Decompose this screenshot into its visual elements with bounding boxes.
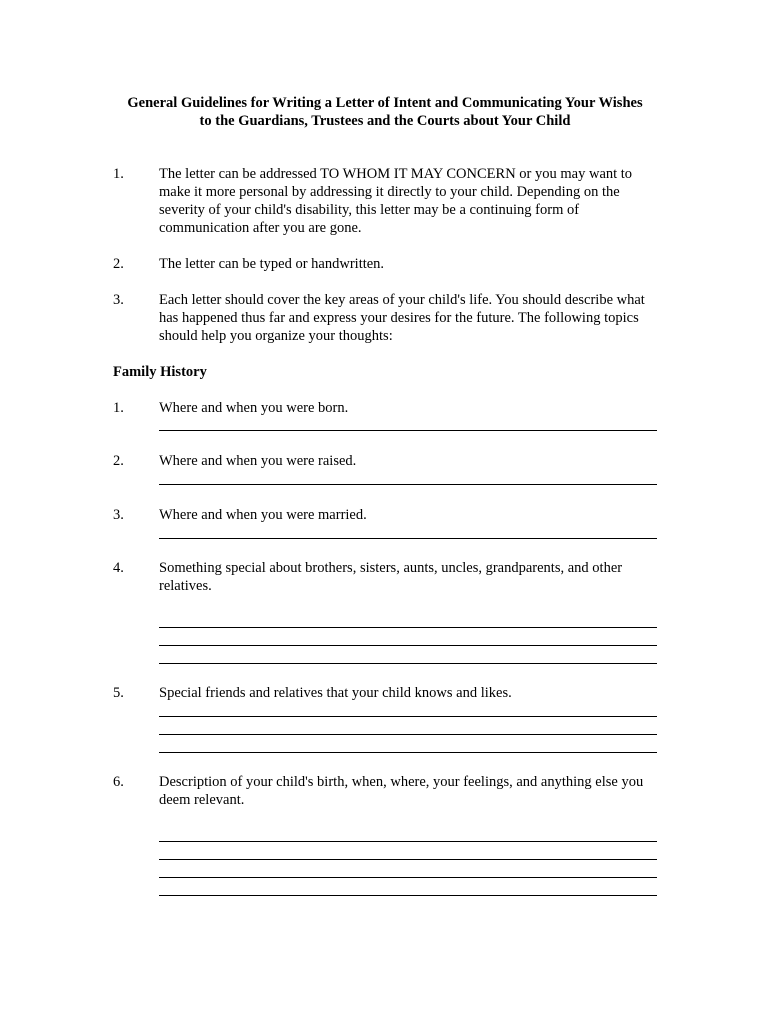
answer-line[interactable] [159,841,657,842]
question-1-number: 1. [113,400,124,416]
answer-line[interactable] [159,484,657,485]
answer-line[interactable] [159,895,657,896]
question-2-number: 2. [113,453,124,469]
answer-line[interactable] [159,645,657,646]
question-4-number: 4. [113,560,124,576]
intro-item-2-number: 2. [113,256,124,272]
question-2-text: Where and when you were raised. [159,453,357,469]
answer-line[interactable] [159,627,657,628]
answer-line[interactable] [159,752,657,753]
intro-item-3-number: 3. [113,292,124,308]
intro-item-3-text: Each letter should cover the key areas of your child's life. You should describe what has happened thus far and express your desires for the future. The following topics should help you organize your thoughts: [159,292,645,344]
intro-item-1-text: The letter can be addressed TO WHOM IT MAY CONCERN or you may want to make it more personal by addressing it directly to your child. Depending on the severity of your child's disability, this letter may be a continuing form of communication after you are gone. [159,166,633,236]
question-5-text: Special friends and relatives that your child knows and likes. [159,685,512,701]
answer-line[interactable] [159,663,657,664]
answer-line[interactable] [159,734,657,735]
question-1-text: Where and when you were born. [159,400,349,416]
section-heading-family-history: Family History [113,364,207,380]
answer-line[interactable] [159,716,657,717]
document-title-line-1: General Guidelines for Writing a Letter of Intent and Communicating Your Wishes [127,95,643,111]
document-title-line-2: to the Guardians, Trustees and the Courts about Your Child [199,113,571,129]
answer-line[interactable] [159,877,657,878]
question-6-number: 6. [113,774,124,790]
intro-item-1-number: 1. [113,166,124,182]
answer-line[interactable] [159,538,657,539]
question-6-text: Description of your child's birth, when, where, your feelings, and anything else you deem relevant. [159,774,644,808]
intro-item-2-text: The letter can be typed or handwritten. [159,256,385,272]
question-3-number: 3. [113,507,124,523]
question-5-number: 5. [113,685,124,701]
answer-line[interactable] [159,430,657,431]
answer-line[interactable] [159,859,657,860]
question-3-text: Where and when you were married. [159,507,367,523]
question-4-text: Something special about brothers, sisters, aunts, uncles, grandparents, and other relatives. [159,560,623,594]
